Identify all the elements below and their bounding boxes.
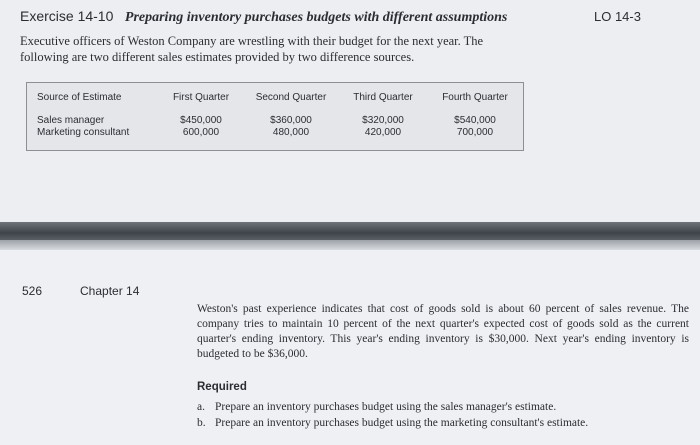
exercise-number: Exercise 14-10 [20,8,114,24]
table-row-label: Sales manager [37,115,105,126]
table-cell: 420,000 [364,127,402,138]
table-row-label: Marketing consultant [37,127,130,138]
background-paragraph: Weston's past experience indicates that cost of goods sold is about 60 percent of sales revenue. The company tries to maintain 10 percent of the next quarter's expected cost of goods sold as the current quarter's ending inventory. This year's ending inventory is $30,000. Next year's ending inventory is budgeted to be $36,000. [197,303,689,360]
item-text: Prepare an inventory purchases budget using the sales manager's estimate. [215,401,557,413]
page-number: 526 [22,284,43,298]
item-letter: b. [197,417,206,429]
table-cell: $320,000 [362,115,404,126]
table-header-q4: Fourth Quarter [442,92,508,103]
table-header-q3: Third Quarter [353,92,413,103]
sales-estimate-table [26,82,524,151]
page-gap-shadow [0,222,700,240]
table-cell: 600,000 [182,127,220,138]
required-item-b [197,417,588,429]
required-item-a [197,401,556,413]
learning-objective: LO 14-3 [594,9,641,24]
exercise-title [20,8,507,26]
page-gap-edge [0,240,700,250]
table-cell: $360,000 [270,115,312,126]
item-text: Prepare an inventory purchases budget using the marketing consultant's estimate. [215,417,589,429]
item-letter: a. [197,401,205,413]
intro-paragraph: Executive officers of Weston Company are wrestling with their budget for the next year. The following are two different sales estimates provided by two difference sources. [20,34,484,64]
exercise-name: Preparing inventory purchases budgets with different assumptions [124,10,508,25]
required-heading: Required [197,381,247,393]
table-cell: $450,000 [180,115,222,126]
table-cell: 480,000 [272,127,310,138]
table-header-source: Source of Estimate [37,92,122,103]
table-header-q2: Second Quarter [255,92,327,103]
table-cell: 700,000 [456,127,494,138]
table-header-q1: First Quarter [172,92,230,103]
table-cell: $540,000 [454,115,496,126]
chapter-label: Chapter 14 [80,284,140,298]
